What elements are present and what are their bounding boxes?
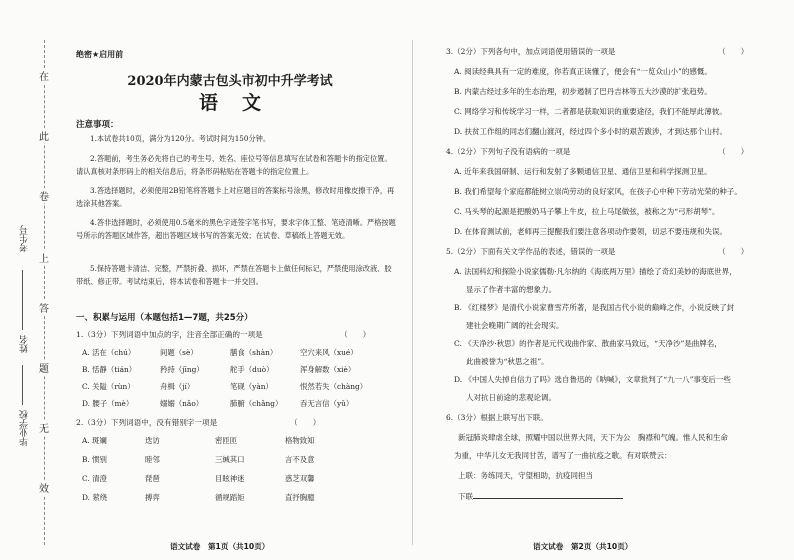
option-cell: 恨然若失（chàng） <box>300 382 368 391</box>
binding-dashed-line <box>44 40 45 545</box>
option-cell: 密匝匝 <box>215 436 238 445</box>
option-line: D. 在体育测试前，老师再三提醒我们要注意各项动作要领，切忌不要违规和失误。 <box>454 227 728 236</box>
option-cell: 舟楫（jí） <box>160 382 195 391</box>
option-cell: 言不及意 <box>285 455 315 464</box>
binding-char: 卷 <box>38 188 50 203</box>
option-cell: 膳食（shàn） <box>230 348 278 357</box>
option-line: B. 《红楼梦》是清代小说家曹雪芹所著，是我国古代小说的巅峰之作，小说反映了封 <box>454 303 735 312</box>
notice-item: 4.答非选择题时，必须使用0.5毫米的黑色字迹签字笔书写，要求字体工整、笔迹清晰。严格按题号所示的答题区域作答，超出答题区域书写的答案无效；在试卷、草稿纸上答题无效。 <box>76 218 396 240</box>
option-line: A. 近年来我国研制、运行和发射了多颗通信卫星、通信卫星和科学探测卫星。 <box>454 167 712 176</box>
option-line: 此曲被誉为“秋思之祖”。 <box>466 357 549 366</box>
left-page <box>70 0 410 560</box>
binding-char: 无 <box>38 420 50 435</box>
subject-title: 语文 <box>198 92 285 114</box>
option-cell: C. 清澄 <box>82 474 107 483</box>
option-cell: 搏弈 <box>145 493 160 502</box>
option-line: C. 网络学习和传统学习一样，二者都是获取知识的重要途径，我们不能厚此薄彼。 <box>454 107 727 116</box>
couplet-upper: 上联：务练同天，守望相助，抗疫同担当 <box>458 471 593 480</box>
question-4-stem: 4.（2分）下列句子没有语病的一项是 <box>446 147 571 156</box>
option-line: B. 我们希望每个家庭都能树立崇尚劳动的良好家风，在孩子心中种下劳动光荣的种子。 <box>454 187 742 196</box>
option-line: 建社会晚期广阔的社会现实。 <box>466 321 564 330</box>
option-cell: 肺腑（chǎng） <box>230 399 283 408</box>
binding-char: 上 <box>38 250 50 265</box>
question-2-stem: 2.（3分）下列词语中，没有错别字一项是 <box>76 418 218 427</box>
binding-char: 效 <box>38 480 50 495</box>
couplet-lower-label: 下联 <box>458 492 473 501</box>
option-cell: 睦邻 <box>145 455 160 464</box>
option-cell: 笔砚（yàn） <box>230 382 273 391</box>
question-5-stem: 5.（2分）下面有关文学作品的表述，错误的一项是 <box>446 247 616 256</box>
question-3-stem: 3.（2分）下列各句中，加点词语使用错误的一项是 <box>446 47 616 56</box>
option-cell: 吞无言信（yǔ） <box>300 399 354 408</box>
option-cell: 迭访 <box>145 436 160 445</box>
answer-paren: （ ） <box>340 330 371 339</box>
page-divider <box>412 40 413 545</box>
option-line: C. 《天净沙·秋思》的作者是元代戏曲作家、散曲家马致远，“天净沙”是曲牌名， <box>454 339 722 348</box>
binding-char: 此 <box>38 128 50 143</box>
binding-strip <box>0 0 70 560</box>
answer-paren: （ ） <box>718 47 749 56</box>
option-line: B. 内蒙古经过多年的生态治理，初步遏制了巴丹吉林等五大沙漠的扩张趋势。 <box>454 87 712 96</box>
notice-item: 2.答题前，考生务必先将自己的考生号、姓名、座位号等信息填写在试卷和答题卡的指定位置。请认真核对条形码上的相关信息后，将条形码粘贴在答题卡的指定位置上。 <box>76 154 392 176</box>
option-cell: 目眩神迷 <box>215 474 245 483</box>
couplet-lower <box>458 490 623 503</box>
option-cell: 嫋嫋（nǎo） <box>160 399 204 408</box>
passage-line: 为重，中华儿女无我同甘苦，谱写了一曲抗疫之歌。有对联赞云： <box>454 451 672 460</box>
option-cell: 间题（sè） <box>160 348 198 357</box>
option-cell: 浑身解数（xiè） <box>300 365 356 374</box>
option-line: D. 《中国人失掉自信力了吗》选自鲁迅的《呐喊》，文章批判了“九一八”事变后一些 <box>454 375 731 384</box>
answer-paren: （ ） <box>718 247 749 256</box>
notice-item: 3.答选择题时，必须使用2B铅笔将答题卡上对应题目的答案标号涂黑，修改时用橡皮擦干净，再选涂其他答案。 <box>76 186 395 208</box>
option-cell: D. 萦绕 <box>82 493 108 502</box>
notice-item: 1.本试卷共10页，满分为120分。考试时间为150分钟。 <box>90 134 271 143</box>
option-cell: 格物致知 <box>285 436 315 445</box>
section-heading: 一、积累与运用（本题包括1—7题，共25分） <box>76 313 253 323</box>
option-cell: 空穴来风（xué） <box>300 348 358 357</box>
option-cell: D. 腰子（mè） <box>82 399 134 408</box>
option-line: 显示了作者丰富的想象力。 <box>466 285 556 294</box>
name-label: 姓名 <box>20 335 30 353</box>
binding-char: 在 <box>38 68 50 83</box>
option-cell: 循规蹈矩 <box>215 493 245 502</box>
answer-paren: （ ） <box>290 418 321 427</box>
exam-title: 2020年内蒙古包头市初中升学考试 <box>127 74 333 89</box>
passage-line: 新冠肺炎肆虐全球，照耀中国以世界大同，天下为公 胸襟和气魄。惟人民和生命 <box>458 433 728 442</box>
right-page <box>418 0 768 560</box>
option-cell: B. 恬静（tián） <box>82 365 137 374</box>
answer-paren: （ ） <box>718 147 749 156</box>
question-6-stem: 6.（3分）根据上联写出下联。 <box>446 413 548 422</box>
option-cell: 舵手（duò） <box>230 365 274 374</box>
option-cell: 三缄其口 <box>215 455 245 464</box>
question-1-stem: 1.（3分）下列词语中加点的字，注音全部正确的一项是 <box>76 330 263 339</box>
page-footer: 语文试卷 第1页（共10页） <box>170 542 270 551</box>
option-cell: 矜持（jīng） <box>160 365 204 374</box>
secret-label: 绝密★启用前 <box>76 50 124 59</box>
notice-heading: 注意事项： <box>76 120 119 130</box>
option-cell: A. 活在（chú） <box>82 348 136 357</box>
answer-blank[interactable] <box>473 490 623 499</box>
notice-item: 5.保持答题卡清洁、完整，严禁折叠、损坏，严禁在答题卡上做任何标记，严禁使用涂改液、胶带纸、修正带。考试结束后，将本试卷和答题卡一并交回。 <box>76 264 392 286</box>
option-line: 人对抗日前途的悲观论调。 <box>466 393 556 402</box>
candidate-number-label: 考生号 <box>20 225 30 252</box>
option-line: A. 阅读经典具有一定的难度，你若真正读懂了，便会有“一览众山小”的感慨。 <box>454 67 712 76</box>
option-cell: C. 关隘（rùn） <box>82 382 135 391</box>
option-cell: A. 斑斓 <box>82 436 107 445</box>
option-cell: B. 惯别 <box>82 455 107 464</box>
option-cell: 直抒胸臆 <box>285 493 315 502</box>
name-line <box>22 365 23 405</box>
binding-char: 答 <box>38 300 50 315</box>
option-line: D. 扶贫工作组的同志们翻山渡河，经过四个多小时的艰苦跋涉，才到达那个山村。 <box>454 127 728 136</box>
option-line: A. 法国科幻和探险小说家儒勒·凡尔纳的《海底两万里》描绘了奇幻美妙的海底世界， <box>454 267 737 276</box>
candidate-number-line <box>22 270 23 330</box>
school-label: 毕业学校 <box>20 410 30 446</box>
page-footer: 语文试卷 第2页（共10页） <box>533 542 633 551</box>
option-cell: 惑芝双馨 <box>285 474 315 483</box>
binding-char: 题 <box>38 360 50 375</box>
option-cell: 琵琶 <box>145 474 160 483</box>
option-line: C. 马头琴的起源是把酸奶马子攀上牛皮，拉上马尾做弦，被称之为“弓形胡琴”。 <box>454 207 720 216</box>
